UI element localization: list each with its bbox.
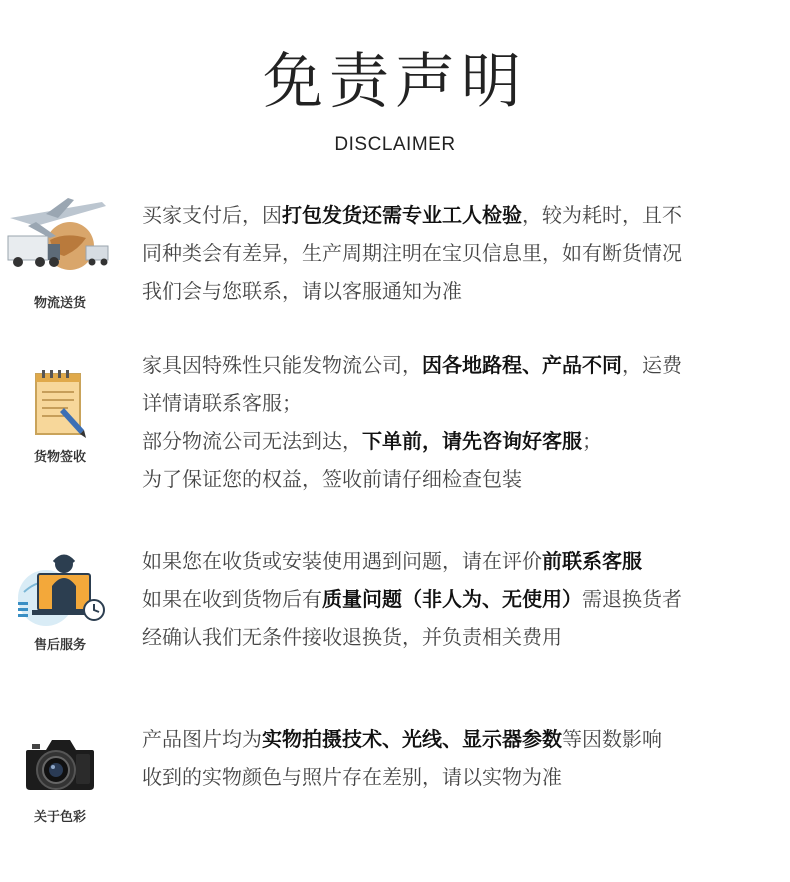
- notepad-pen-icon: [30, 368, 90, 440]
- customer-service-icon: [16, 552, 106, 628]
- text-line: 家具因特殊性只能发物流公司，因各地路程、产品不同，运费: [142, 353, 682, 377]
- text-line: 经确认我们无条件接收退换货，并负责相关费用: [142, 625, 562, 649]
- text-line: 产品图片均为实物拍摄技术、光线、显示器参数等因数影响: [142, 727, 662, 751]
- text-line: 部分物流公司无法到达，下单前，请先咨询好客服；: [142, 429, 602, 453]
- page-subtitle: DISCLAIMER: [334, 134, 456, 155]
- logistics-label: 物流送货: [33, 296, 86, 311]
- text-line: 买家支付后，因打包发货还需专业工人检验，较为耗时，且不: [142, 203, 682, 227]
- camera-icon: [24, 734, 96, 794]
- page-title: 免责声明: [263, 47, 527, 117]
- color-label: 关于色彩: [33, 810, 86, 825]
- text-line: 详情请联系客服；: [142, 391, 302, 415]
- logistics-text: [142, 196, 782, 310]
- receipt-label: 货物签收: [33, 450, 86, 465]
- after-sales-text: [142, 542, 782, 656]
- text-line: 如果您在收货或安装使用遇到问题，请在评价前联系客服: [142, 549, 642, 573]
- text-line: 收到的实物颜色与照片存在差别，请以实物为准: [142, 765, 562, 789]
- text-line: 如果在收到货物后有质量问题（非人为、无使用）需退换货者: [142, 587, 682, 611]
- logistics-icon: [6, 196, 114, 276]
- after-sales-label: 售后服务: [33, 638, 86, 653]
- text-line: 为了保证您的权益，签收前请仔细检查包装: [142, 467, 522, 491]
- color-text: [142, 720, 782, 796]
- receipt-text: [142, 346, 782, 498]
- text-line: 同种类会有差异，生产周期注明在宝贝信息里，如有断货情况: [142, 241, 682, 265]
- text-line: 我们会与您联系，请以客服通知为准: [142, 279, 462, 303]
